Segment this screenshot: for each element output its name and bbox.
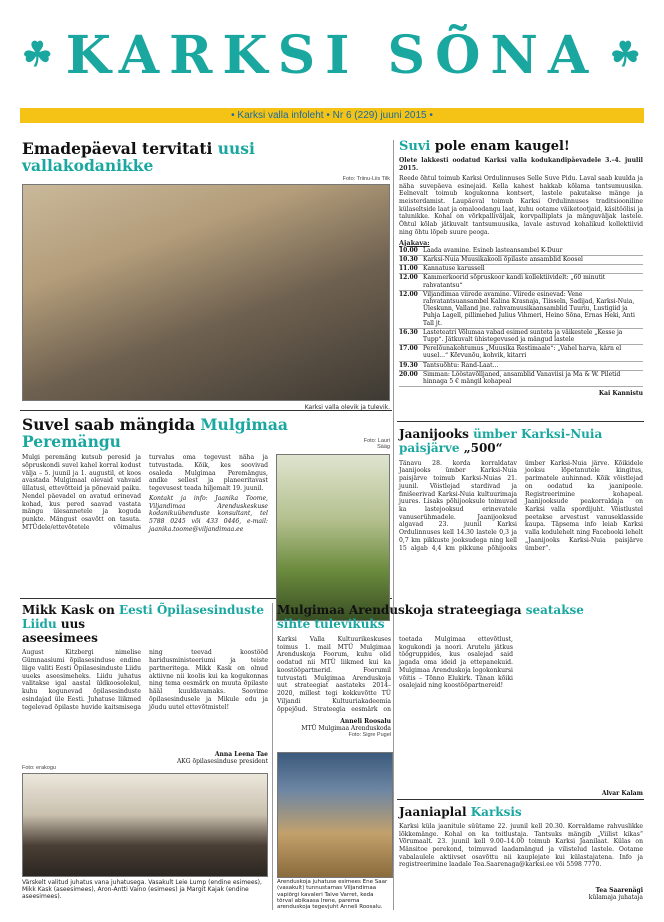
- article-paragraph: Tänavu 28. korda korraldatav Jaanijooks ümber Karksi-Nuia paisjärve toimub Karksi-Nuias 21. juunil. Võistlejad stardivad ja finišeerivad Karksi-Nuia kultuurimaja juures. Lisaks põhijooksule toimuvad ka lastejooksud erinevatele vanuserühmadele. Jaanijooksud algavad 23. juunil Karksi Ordulinnuses kell 14.30 lastele 0,3 ja 0,7 km pikkuste jooksudega ning kell 15 algab 4,4 km pikkune põhijooks ümber Karksi-Nuia järve. Kõikidele jooksu lõpetanutele kingitus, parimatele auhinnad. Kõik võistlejad on oodatud ka jaanipeole. Registreerimine kohapeal. Jaanijooksude peakorraldaja on Karksi valla spordijuht. Võistlustel peetakse arvestust vanuseklasside kaupa. Täpsema info leiab Karksi valla kodulehelt ning Facebooki lehelt „Jaanijooks Karksi-Nuia paisjärve ümber“.: [399, 459, 643, 552]
- article-suvi: [399, 140, 643, 420]
- photo-credit: Foto: Triinu-Liis Tilk: [342, 176, 390, 183]
- article-mikk-kask: [22, 604, 268, 910]
- schedule-row: [399, 265, 643, 274]
- student-board-photo: [22, 773, 268, 877]
- newspaper-title: KARKSI SÕNA: [65, 25, 599, 86]
- schedule-row: [399, 328, 643, 344]
- photo-caption: Karksi valla olevik ja tulevik.: [304, 404, 390, 412]
- schedule-row: [399, 361, 643, 370]
- schedule-event: Kammerkoorid sõpruskoor kandi kollektiividelt: „60 minutit rahvatantsu“: [423, 274, 643, 290]
- clover-ornament-icon: ☘: [610, 35, 641, 75]
- schedule-time: 10.30: [399, 256, 423, 265]
- article-paragraph: Mulgi peremäng kutsub peresid ja sõpruskondi suvel kahel korral kodust välja – 5. juunil ja 1. augustil, et koos avastada Mulgimaal olevaid vahvaid üllatusi, ettevõtteid ja põnevaid paiku. Nendel päevadel on avatud erinevad kohad, kus pered saavad vastata mängu ülesannetele ja koguda punkte. Mängust osavõtt on tasuta. MTÜdele/ettevõtetele võimalus turvalus oma tegevust näha ja tutvustada. Kõik, kes soovivad osaleda Mulgimaa Peremängus, andke sellest ja planeeritavast tegevusest teada hiljemalt 19. juunil.: [22, 454, 268, 531]
- schedule-event: Simman: Lööstavõlljaned, ansamblid Vanaviisi ja Ma & W. Piletid hinnaga 5 € mängil kohapeal: [423, 370, 643, 386]
- schedule-row: [399, 247, 643, 256]
- signature-name: Tea Saarenägi: [595, 886, 643, 894]
- section-divider: [397, 421, 644, 422]
- article-body: [22, 649, 268, 751]
- headline: Mulgimaa Arenduskoja strateegiaga seatakse: [277, 603, 584, 617]
- signature: Kai Kannistu: [598, 390, 643, 398]
- schedule-row: [399, 256, 643, 265]
- headline-line2: sihte tulevikuks: [277, 616, 385, 631]
- article-paragraph: August Kitzbergi nimelise Gümnaasiumi õpilasesinduse endine liige valiti Eesti Õpilasesinduste Liidu uueks aseesimeheks. Liidu juhatus valitakse igal aastal üldkoosolekul, kuhu kogunevad õpilasesinduste esindajad üle Eesti. Juhatuse liikmed tegelevad õpilaste huvide kaitsmisega ning teevad koostööd haridusministeeriumi ja teiste partneritega. Mikk Kask on olnud aktiivne nii koolis kui ka kogukonnas ning tema eesmärk on muuta õpilaste hääl kuuldavamaks. Soovime õpilasesindusele ja Mikule edu ja jõudu uutel ettevõtmistel!: [22, 649, 268, 711]
- article-body: [399, 460, 643, 790]
- article-body: [399, 823, 643, 887]
- schedule-event: Kannatuse karussell: [423, 265, 643, 274]
- schedule-label: Ajakava:: [399, 238, 430, 247]
- photo-caption: Värskelt valitud juhatus vana juhatusega. Vasakult Leie Lump (endine esimees), Mikk Kask (aseesimees), Aron-Antti Vaino (esimees) ja Margit Kajak (endine aseesimees).: [22, 879, 262, 901]
- signature: Alvar Kalam: [601, 789, 643, 797]
- schedule-time: 10.00: [399, 247, 423, 256]
- headline: Suvi pole enam kaugel!: [399, 139, 570, 154]
- headline: Jaanijooks ümber Karksi-Nuia paisjärve „500“: [399, 427, 603, 455]
- headline: Jaaniaplal Karksis: [399, 805, 522, 819]
- contact-info: Kontakt ja info: Jaanika Toome, Viljandimaa Arenduskeskuse kodanikuühenduste konsultant, tel 5788 0245 või 433 0446, e-mail: jaanika.toome@viljandimaa.ee: [149, 494, 268, 533]
- schedule-event: Perelõunakohtumus „Muusika Restimaale“: „Vahel harva, kärn el uusel...“ Kõrvunõu, kohvik, kitarri: [423, 345, 643, 361]
- signature-name: Anneli Roosalu: [340, 718, 391, 725]
- schedule-time: 12.00: [399, 274, 423, 290]
- headline: Mikk Kask on Eesti Õpilasesinduste Liidu uus aseesimees: [22, 603, 265, 645]
- award-ceremony-photo: [277, 752, 393, 878]
- article-paragraph: Reede õhtul toimub Karksi Ordulinnuses Selle Suve Pidu. Laval saab kuulda ja näha suvepäeva esinejaid. Kella kahest hakkab kõlama tantsumuusika. Eelnevalt toimub kogukonna kontsert, lastele pakutakse mänge ja meisterdamist. Laupäeval toimub Karksi Ordulinnuses traditsiooniline külaseltside laat ja omaloodangu laat, kuhu ootame väiketootjaid, käsitöölisi ja talunikke. Kohal on võrkpalliväljak, korvpalliplats ja mänguväljak lastele. Õhtul kõlab jätkuvalt tantsumuusika, lavale astuvad kohalikud kollektiivid ning õhtu lõpeb suure peoga.: [399, 174, 643, 236]
- photo-credit: Foto: erakogu: [22, 765, 56, 772]
- clover-ornament-icon: ☘: [22, 35, 53, 75]
- signature-name: Anna Leena Tae: [214, 751, 268, 759]
- article-jaaniaplal: [399, 806, 643, 910]
- schedule-time: 16.30: [399, 328, 423, 344]
- article-paragraph: Karksi Valla Kultuurikeskuses toimus 1. mail MTÜ Mulgimaa Arenduskoja Foorum, kuhu olid oodatud nii MTÜ liikmed kui ka koostööpartnerid. Foorumil tutvustati Mulgimaa Arenduskoja uut strateegiat aastateks 2014–2020, millest tegi kokkuvõtte TÜ Viljandi Kultuuriakadeemia õppejõud. Strateegia eesmärk on toetada Mulgimaa ettevõtlust, kogukondi ja noori. Arutelu jätkus töögruppides, kus osalejad said jagada oma ideid ja ettepanekuid. Mulgimaa Arenduskoja logokonkursi võitis – Tõnno Elukirk. Tänan kõiki osalejaid ning koostööpartnereid!: [277, 636, 513, 713]
- issue-band: • Karksi valla infoleht • Nr 6 (229) juuni 2015 •: [20, 108, 644, 123]
- article-emadepaev: [22, 140, 390, 411]
- schedule-row: [399, 345, 643, 361]
- schedule-event: Lasteteatri Võlumaa vabad esimed sunteta ja väikestele „Kesse ja Tupp“. Jätkuvalt ühistegevused ja mängud lastele: [423, 328, 643, 344]
- schedule-time: 12.00: [399, 290, 423, 328]
- column-divider: [272, 603, 273, 910]
- photo-caption: Arenduskoja juhatuse esimees Ene Saar (vasakult) tunnustamas Viljandimaa vapiõrgi kavaleri Taive Varret, keda tõrval abikaasa Irene, parema arenduskoja tegevjuht Anneli Roosalu.: [277, 879, 388, 911]
- photo-credit: Foto: Sigre Pugel: [348, 732, 391, 738]
- schedule-time: 19.30: [399, 361, 423, 370]
- signature-role: AKG õpilasesinduse president: [176, 758, 268, 766]
- group-photo: [22, 184, 390, 401]
- headline: Suvel saab mängida Mulgimaa Peremängu: [22, 415, 288, 452]
- masthead: [0, 0, 664, 130]
- section-divider: [397, 799, 644, 800]
- signature-role: MTÜ Mulgimaa Arenduskoda: [301, 725, 391, 732]
- photo-credit: Foto: Lauri Sääg: [363, 438, 390, 451]
- schedule-time: 17.00: [399, 345, 423, 361]
- schedule-event: Karksi-Nuia Muusikakooli õpilaste ansamblid Koosel: [423, 256, 643, 265]
- article-body: [399, 157, 643, 247]
- schedule-table: [399, 247, 643, 387]
- signature-role: külamaja juhataja: [588, 893, 643, 901]
- article-intro: Olete lakkesti oodatud Karksi valla kodukandipäevadele 3.–4. juulil 2015.: [399, 157, 643, 173]
- schedule-row: [399, 290, 643, 328]
- schedule-row: [399, 370, 643, 386]
- schedule-event: Tantsuõhtu: Rand-Laat...: [423, 361, 643, 370]
- schedule-time: 11.00: [399, 265, 423, 274]
- article-body: [22, 454, 268, 619]
- schedule-event: Laada avamine. Esineb lasteansambel K-Duur: [423, 247, 643, 256]
- arenduskoda-headline: [277, 603, 584, 632]
- headline: Emadepäeval tervitati uusi vallakodanikke: [22, 139, 255, 176]
- article-body: [277, 636, 513, 718]
- arenduskoda-signature: [277, 718, 391, 738]
- column-divider: [393, 140, 394, 910]
- article-paragraph: Karksi küla jaanitule süütame 22. juunil kell 20.30. Korraldame rahvuslikke lõkkemänge. Kohal on ka toitlustaja. Tantsuks mängib „Viilist kikas“ Võrumaalt. 23. juunil kell 9.00–14.00 toimub Karksi Jaanilaat. Külas on Mänsitoe perekond, toimuvad laadamängud ja vilistelud lastele. Ootame vabalaulele aktiivset osavõttu nii kauplejate kui külastajatena. Info ja registreerimine laadale Tea.Saarenaga@karksi.ee või 5598 7770.: [399, 822, 643, 869]
- schedule-row: [399, 274, 643, 290]
- schedule-event: Viljandimaa viirede avamine. Viirede esinevad: Vene rahvatantsuansambel Kalina Krasnaja, Tiisseln, Sadijad, Karksi-Nuia, Üleskunn, Valland jne. rahvamuusikaansamblid Tuuriu, Lustigiid ja Puhja Lagell, pillimehed Julius Vihmeri, Heino Sõna, Ernas Heki, Anti Tall jt.: [423, 290, 643, 328]
- schedule-time: 20.00: [399, 370, 423, 386]
